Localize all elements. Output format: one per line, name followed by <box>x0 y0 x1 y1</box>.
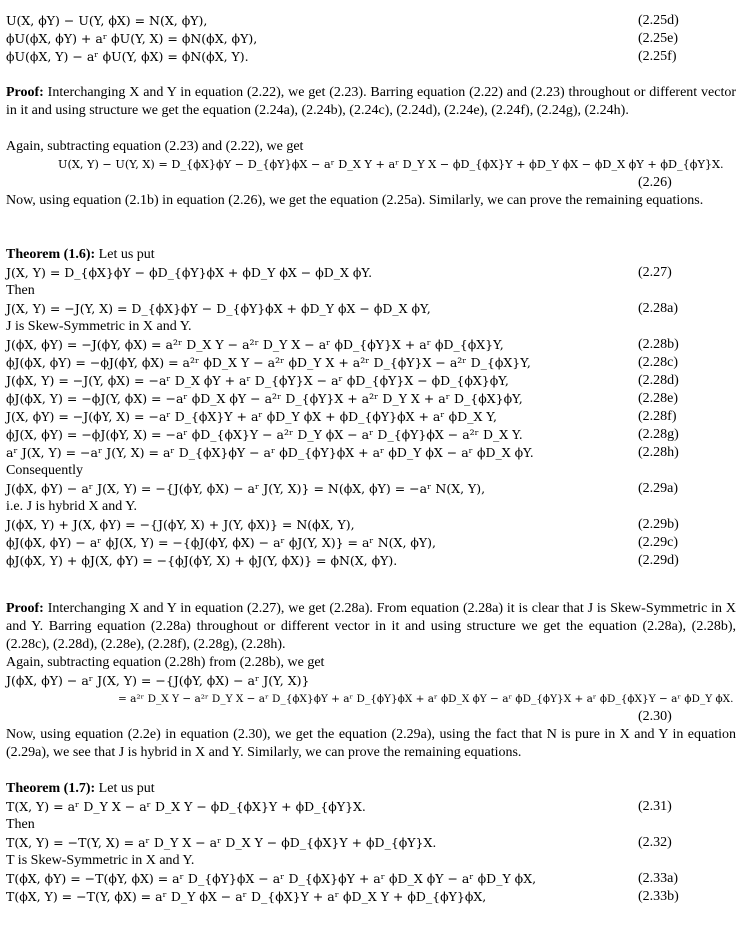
equation-number: (2.30) <box>638 709 672 724</box>
text-line: Consequently <box>6 463 83 478</box>
equation-number: (2.28f) <box>638 409 677 424</box>
equation-number: (2.25d) <box>638 13 679 28</box>
theorem-label: Theorem (1.7): <box>6 781 96 796</box>
equation-line: T(ϕX, ϕY) = −T(ϕY, ϕX) = aʳ D_{ϕY}ϕX − aʳ D_{ϕX}ϕY + aʳ ϕD_X ϕY − aʳ ϕD_Y ϕX, <box>6 871 537 886</box>
equation-number: (2.28c) <box>638 355 679 370</box>
equation-line: aʳ J(X, Y) = −aʳ J(Y, X) = aʳ D_{ϕX}ϕY − aʳ ϕD_{ϕY}ϕX + aʳ ϕD_Y ϕX − aʳ ϕD_X ϕY. <box>6 445 534 460</box>
text-line: Then <box>6 283 35 298</box>
equation-line: J(X, Y) = D_{ϕX}ϕY − ϕD_{ϕY}ϕX + ϕD_Y ϕX − ϕD_X ϕY. <box>6 265 373 280</box>
equation-line: J(ϕX, ϕY) = −J(ϕY, ϕX) = a²ʳ D_X Y − a²ʳ D_Y X − aʳ ϕD_{ϕY}X + aʳ ϕD_{ϕX}Y, <box>6 337 504 352</box>
theorem-intro: Let us put <box>95 247 155 262</box>
equation-number: (2.33b) <box>638 889 679 904</box>
equation-line: J(X, Y) = −J(Y, X) = D_{ϕX}ϕY − D_{ϕY}ϕX + ϕD_Y ϕX − ϕD_X ϕY, <box>6 301 431 316</box>
equation-2-30-line1: J(ϕX, ϕY) − aʳ J(X, Y) = −{J(ϕY, ϕX) − aʳ J(Y, X)} <box>6 673 310 688</box>
equation-number: (2.25e) <box>638 31 679 46</box>
equation-2-25e: ϕU(ϕX, ϕY) + aʳ ϕU(Y, X) = ϕN(ϕX, ϕY), <box>6 31 258 46</box>
equation-2-25f: ϕU(ϕX, Y) − aʳ ϕU(Y, ϕX) = ϕN(ϕX, Y). <box>6 49 249 64</box>
theorem-1-7-heading <box>6 780 155 798</box>
equation-line: J(ϕX, Y) + J(X, ϕY) = −{J(ϕY, X) + J(Y, ϕX)} = N(ϕX, Y), <box>6 517 355 532</box>
equation-line: ϕJ(ϕX, ϕY) − aʳ ϕJ(X, Y) = −{ϕJ(ϕY, ϕX) − aʳ ϕJ(Y, X)} = aʳ N(X, ϕY), <box>6 535 437 550</box>
equation-number: (2.33a) <box>638 871 679 886</box>
equation-number: (2.28e) <box>638 391 679 406</box>
equation-number: (2.28g) <box>638 427 679 442</box>
proof-again-text: Again, subtracting equation (2.23) and (2.22), we get <box>6 139 304 154</box>
proof-conclusion-1: Now, using equation (2.1b) in equation (2.26), we get the equation (2.25a). Similarly, we can prove the remaining equations. <box>6 193 704 208</box>
theorem-1-6-heading <box>6 246 155 264</box>
proof-text: Interchanging X and Y in equation (2.22), we get (2.23). Barring equation (2.22) and (2.23) throughout or different vector in it and using structure we get the equation (2.24a), (2.24b), (2.24c), (2.24d), (2.24e), (2.24f), (2.24g), (2.24h). <box>6 85 736 118</box>
equation-line: T(X, Y) = aʳ D_Y X − aʳ D_X Y − ϕD_{ϕX}Y + ϕD_{ϕY}X. <box>6 799 366 814</box>
text-line: J is Skew-Symmetric in X and Y. <box>6 319 192 334</box>
equation-line: J(ϕX, ϕY) − aʳ J(X, Y) = −{J(ϕY, ϕX) − aʳ J(Y, X)} = N(ϕX, ϕY) = −aʳ N(X, Y), <box>6 481 486 496</box>
equation-number: (2.27) <box>638 265 672 280</box>
text-line: Then <box>6 817 35 832</box>
equation-line: J(X, ϕY) = −J(ϕY, X) = −aʳ D_{ϕX}Y + aʳ ϕD_Y ϕX + ϕD_{ϕY}ϕX + aʳ ϕD_X Y, <box>6 409 497 424</box>
equation-number: (2.31) <box>638 799 672 814</box>
theorem-label: Theorem (1.6): <box>6 247 96 262</box>
text-line: i.e. J is hybrid X and Y. <box>6 499 138 514</box>
proof-paragraph-2 <box>6 600 736 654</box>
equation-number: (2.32) <box>638 835 672 850</box>
equation-number: (2.28b) <box>638 337 679 352</box>
proof-label: Proof: <box>6 601 44 616</box>
equation-line: ϕJ(ϕX, Y) = −ϕJ(Y, ϕX) = −aʳ ϕD_X ϕY − a²ʳ D_{ϕY}X + a²ʳ D_Y X + aʳ D_{ϕX}ϕY, <box>6 391 523 406</box>
equation-line: T(X, Y) = −T(Y, X) = aʳ D_Y X − aʳ D_X Y − ϕD_{ϕX}Y + ϕD_{ϕY}X. <box>6 835 437 850</box>
proof-text: Interchanging X and Y in equation (2.27), we get (2.28a). From equation (2.28a) it is clear that J is Skew-Symmetric in X and Y. Barring equation (2.28a) throughout or different vector in it and using structure we get the equation (2.28a), (2.28b), (2.28c), (2.28d), (2.28e), (2.28f), (2.28g), (2.28h). <box>6 601 736 652</box>
equation-number: (2.29d) <box>638 553 679 568</box>
equation-line: J(ϕX, Y) = −J(Y, ϕX) = −aʳ D_X ϕY + aʳ D_{ϕY}X − aʳ ϕD_{ϕY}X − ϕD_{ϕX}ϕY, <box>6 373 509 388</box>
equation-number: (2.29a) <box>638 481 679 496</box>
equation-2-26: U(X, Y) − U(Y, X) = D_{ϕX}ϕY − D_{ϕY}ϕX − aʳ D_X Y + aʳ D_Y X − ϕD_{ϕX}Y + ϕD_Y ϕX − ϕD_X ϕY + ϕD_{ϕY}X. <box>58 158 724 171</box>
proof-again-text: Again, subtracting equation (2.28h) from (2.28b), we get <box>6 655 325 670</box>
equation-2-25d: U(X, ϕY) − U(Y, ϕX) = N(X, ϕY), <box>6 13 208 28</box>
proof-paragraph-1 <box>6 84 736 120</box>
theorem-intro: Let us put <box>95 781 155 796</box>
equation-number: (2.28d) <box>638 373 679 388</box>
equation-line: ϕJ(ϕX, ϕY) = −ϕJ(ϕY, ϕX) = a²ʳ ϕD_X Y − a²ʳ ϕD_Y X + a²ʳ D_{ϕY}X − a²ʳ D_{ϕX}Y, <box>6 355 531 370</box>
equation-line: ϕJ(ϕX, Y) + ϕJ(X, ϕY) = −{ϕJ(ϕY, X) + ϕJ(Y, ϕX)} = ϕN(X, ϕY). <box>6 553 398 568</box>
proof-label: Proof: <box>6 85 44 100</box>
equation-number: (2.29c) <box>638 535 679 550</box>
equation-number: (2.26) <box>638 175 672 190</box>
equation-2-30-line2: = a²ʳ D_X Y − a²ʳ D_Y X − aʳ D_{ϕX}ϕY + aʳ D_{ϕY}ϕX + aʳ ϕD_X ϕY − aʳ ϕD_{ϕY}X + aʳ ϕD_{ϕX}Y − aʳ ϕD_Y ϕX. <box>118 693 734 705</box>
equation-number: (2.28a) <box>638 301 679 316</box>
text-line: T is Skew-Symmetric in X and Y. <box>6 853 195 868</box>
equation-line: ϕJ(X, ϕY) = −ϕJ(ϕY, X) = −aʳ ϕD_{ϕX}Y − a²ʳ D_Y ϕX − aʳ D_{ϕY}ϕX − a²ʳ D_X Y. <box>6 427 523 442</box>
proof-conclusion-2: Now, using equation (2.2e) in equation (2.30), we get the equation (2.29a), using the fact that N is pure in X and Y in equation (2.29a), we see that J is hybrid in X and Y. Similarly, we can prove the remaining equations. <box>6 727 736 760</box>
equation-number: (2.29b) <box>638 517 679 532</box>
equation-line: T(ϕX, Y) = −T(Y, ϕX) = aʳ D_Y ϕX − aʳ D_{ϕX}Y + aʳ ϕD_X Y + ϕD_{ϕY}ϕX, <box>6 889 487 904</box>
equation-number: (2.28h) <box>638 445 679 460</box>
equation-number: (2.25f) <box>638 49 677 64</box>
